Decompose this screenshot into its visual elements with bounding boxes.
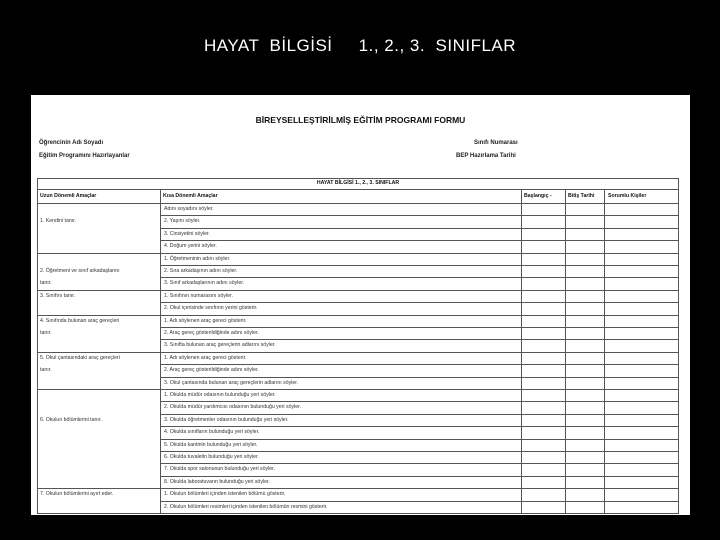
header-responsible: Sorumlu Kişiler [608,193,647,199]
program-preparers-label: Eğitim Programını Hazırlayanlar [39,153,130,159]
table-grid-line [37,178,38,513]
short-term-goal-cell: 5. Okulda kantinin bulunduğu yeri söyler. [164,441,258,448]
table-grid-line [37,488,160,489]
table-grid-line [160,277,679,278]
table-grid-line [521,189,522,513]
short-term-goal-cell: 7. Okulda spor salonunun bulunduğu yeri söyler. [164,466,276,473]
table-grid-line [678,178,679,513]
short-term-goal-cell: 2. Yaşını söyler. [164,218,201,225]
table-grid-line [37,189,679,190]
bep-table [37,178,679,515]
short-term-goal-cell: 2. Sıra arkadaşının adını söyler. [164,268,238,274]
short-term-goal-cell: 4. Doğum yerini söyler. [164,243,217,250]
table-grid-line [37,178,679,179]
long-term-goal-cell: 5. Okul çantasındaki araç gereçleri [40,354,120,361]
table-grid-line [160,290,679,291]
long-term-goal-cell: 2. Öğretmeni ve sınıf arkadaşlarını [40,268,120,274]
table-grid-line [37,253,160,254]
short-term-goal-cell: 8. Okulda laboratuvarın bulunduğu yeri söyler. [164,478,270,485]
short-term-goal-cell: 1. Sınıfının numarasını söyler. [164,292,233,299]
long-term-goal-cell [40,476,158,488]
table-section-title: HAYAT BİLGİSİ 1., 2., 3. SINIFLAR [316,180,400,186]
table-grid-line [604,189,605,513]
table-grid-line [160,327,679,328]
student-name-label: Öğrencinin Adı Soyadı [39,140,104,146]
short-term-goal-cell: 1. Öğretmeninin adını söyler. [164,255,231,262]
table-grid-line [160,488,679,489]
long-term-goal-cell [40,302,158,314]
table-grid-line [160,414,679,415]
short-term-goal-cell: 3. Okulda öğretmenler odasının bulunduğu yeri söyler. [164,416,289,423]
short-term-goal-cell: 2. Okulun bölümleri resimleri içinden istenilen bölümün resmini gösterir. [164,503,328,510]
short-term-goal-cell: 3. Okul çantasında bulunan araç gereçlerin adlarını söyler. [164,379,299,386]
table-grid-line [160,228,679,229]
long-term-goal-cell [40,228,158,240]
table-grid-line [37,513,679,514]
long-term-goal-cell: 6. Okulun bölümlerini tanır. [40,416,102,423]
long-term-goal-cell [40,203,158,215]
bep-date-label: BEP Hazırlama Tarihi [456,153,516,159]
short-term-goal-cell: 1. Adı söylenen araç gereci gösterir. [164,317,247,324]
form-document [31,95,690,515]
table-grid-line [37,389,160,390]
table-grid-line [160,215,679,216]
slide-title: HAYAT BİLGİSİ 1., 2., 3. SINIFLAR [203,36,517,55]
short-term-goal-cell: 4. Okulda sınıfların bulunduğu yeri söyler. [164,429,260,436]
header-end-date: Bitiş Tarihi [568,193,595,199]
table-grid-line [160,364,679,365]
table-grid-line [160,302,679,303]
header-long-term: Uzun Dönemli Amaçlar [40,193,97,199]
header-start-date: Başlangıç - [524,193,552,199]
table-grid-line [160,240,679,241]
long-term-goal-cell: 7. Okulun bölümlerini ayırt eder. [40,491,114,498]
long-term-goal-cell [40,451,158,463]
long-term-goal-cell: 1. Kendini tanır. [40,218,77,225]
short-term-goal-cell: 1. Okulda müdür odasının bulunduğu yeri söyler. [164,392,276,398]
short-term-goal-cell: 2. Araç gereç gösterildiğinde adını söyler. [164,367,259,374]
table-grid-line [160,339,679,340]
table-grid-line [37,203,679,204]
form-title: BİREYSELLEŞTİRİLMİŞ EĞİTİM PROGRAMI FORMU [255,115,466,125]
table-grid-line [160,451,679,452]
short-term-goal-cell: 3. Sınıfta bulunan araç gereçlerin adlarını söyler. [164,342,276,349]
short-term-goal-cell: 1. Adı söylenen araç gereci gösterir. [164,354,247,361]
short-term-goal-cell: 1. Okulun bölümleri içinden istenilen bölümü gösterir. [164,491,286,498]
table-grid-line [160,189,161,513]
short-term-goal-cell: 2. Okulda müdür yardımcısı odasının bulunduğu yeri söyler. [164,404,301,411]
table-grid-line [160,426,679,427]
long-term-goal-cell [40,463,158,475]
long-term-goal-cell: 3. Sınıfını tanır. [40,292,76,299]
table-grid-line [160,401,679,402]
long-term-goal-cell: tanır. [40,330,52,336]
long-term-goal-cell: tanır. [40,367,52,374]
table-grid-line [565,189,566,513]
table-grid-line [160,315,679,316]
class-number-label: Sınıfı Numarası [474,140,518,146]
short-term-goal-cell: Adını soyadını söyler. [164,206,214,212]
table-grid-line [160,253,679,254]
table-grid-line [37,352,160,353]
short-term-goal-cell: 6. Okulda tuvaletin bulunduğu yeri söyler. [164,454,259,460]
table-grid-line [160,352,679,353]
table-grid-line [160,501,679,502]
table-grid-line [160,265,679,266]
long-term-goal-cell: 4. Sınıfında bulunan araç gereçleri [40,317,120,324]
table-grid-line [160,439,679,440]
header-short-term: Kısa Dönemli Amaçlar [163,193,218,199]
long-term-goal-cell [40,253,158,265]
table-grid-line [37,315,160,316]
long-term-goal-cell [40,389,158,401]
table-grid-line [160,463,679,464]
table-grid-line [160,389,679,390]
short-term-goal-cell: 3. Cinsiyetini söyler. [164,230,210,237]
table-grid-line [160,476,679,477]
long-term-goal-cell: tanır. [40,280,52,287]
short-term-goal-cell: 2. Araç gereç gösterildiğinde adını söyler. [164,330,259,336]
long-term-goal-cell [40,377,158,389]
long-term-goal-cell [40,501,158,513]
long-term-goal-cell [40,439,158,451]
long-term-goal-cell [40,339,158,351]
short-term-goal-cell: 3. Sınıf arkadaşlarının adını söyler. [164,280,245,287]
long-term-goal-cell [40,240,158,252]
table-grid-line [37,290,160,291]
table-grid-line [160,377,679,378]
long-term-goal-cell [40,426,158,438]
short-term-goal-cell: 2. Okul içerisinde sınıfının yerini gösterir. [164,305,258,312]
long-term-goal-cell [40,401,158,413]
